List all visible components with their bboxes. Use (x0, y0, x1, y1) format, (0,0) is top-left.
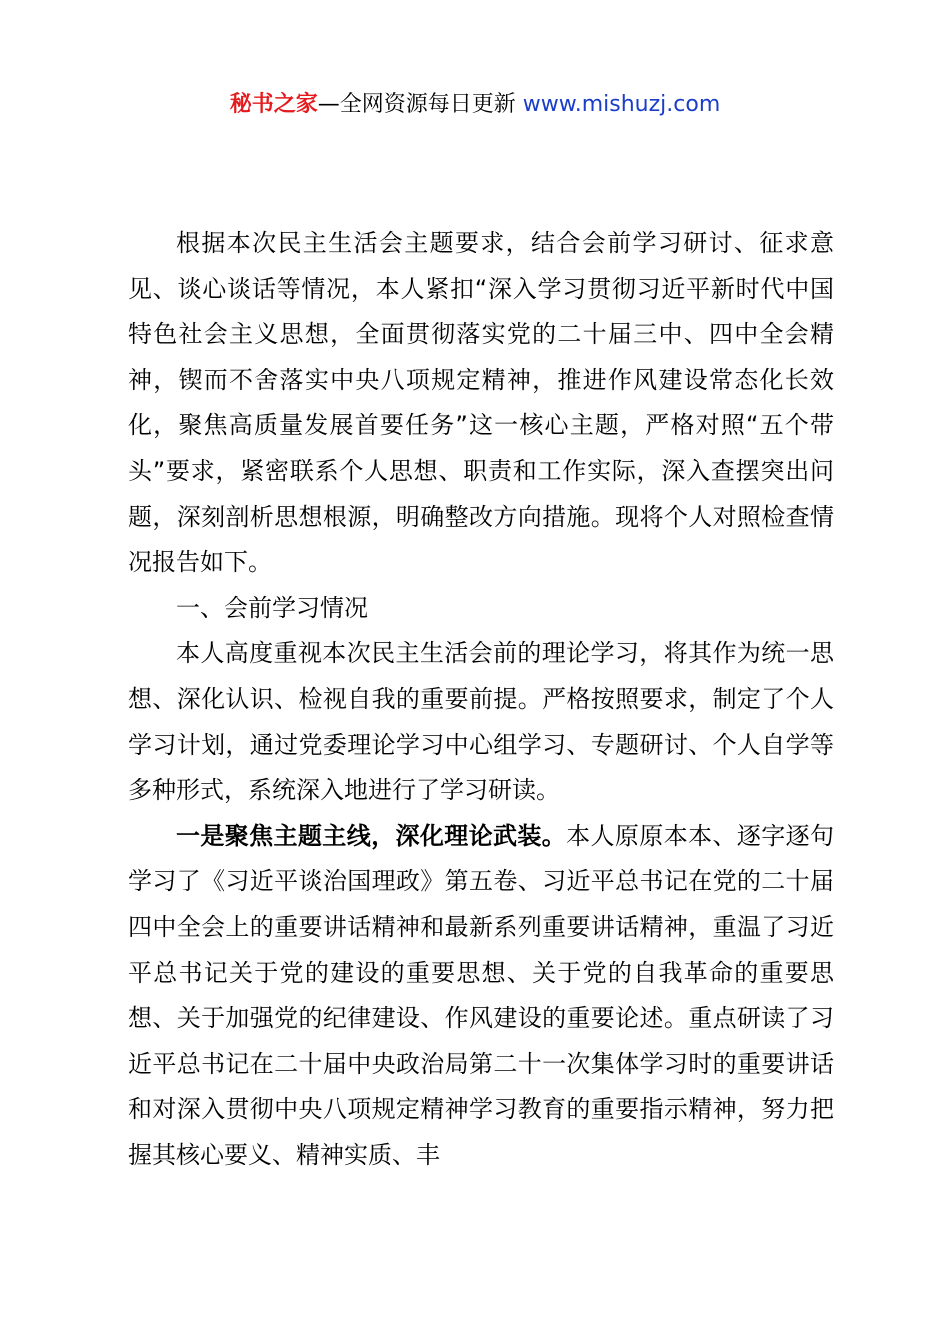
point-one-paragraph (128, 814, 834, 1179)
section-heading-study: 一、会前学习情况 (176, 593, 368, 622)
document-body (128, 221, 834, 1178)
site-header (0, 88, 950, 122)
point-one-lead: 一是聚焦主题主线，深化理论武装。 (176, 821, 567, 850)
study-paragraph: 本人高度重视本次民主生活会前的理论学习，将其作为统一思想、深化认识、检视自我的重要前提。严格按照要求，制定了个人学习计划，通过党委理论学习中心组学习、专题研讨、个人自学等多种形式，系统深入地进行了学习研读。 (128, 639, 834, 805)
site-brand: 秘书之家 (229, 92, 318, 117)
site-url-link[interactable]: www.mishuzj.com (522, 92, 721, 117)
point-one-text: 本人原原本本、逐字逐句学习了《习近平谈治国理政》第五卷、习近平总书记在党的二十届四中全会上的重要讲话精神和最新系列重要讲话精神，重温了习近平总书记关于党的建设的重要思想、关于党的自我革命的重要思想、关于加强党的纪律建设、作风建设的重要论述。重点研读了习近平总书记在二十届中央政治局第二十一次集体学习时的重要讲话和对深入贯彻中央八项规定精神学习教育的重要指示精神，努力把握其核心要义、精神实质、丰 (128, 821, 835, 1169)
intro-paragraph: 根据本次民主生活会主题要求，结合会前学习研讨、征求意见、谈心谈话等情况，本人紧扣“深入学习贯彻习近平新时代中国特色社会主义思想，全面贯彻落实党的二十届三中、四中全会精神，锲而不舍落实中央八项规定精神，推进作风建设常态化长效化，聚焦高质量发展首要任务”这一核心主题，严格对照“五个带头”要求，紧密联系个人思想、职责和工作实际，深入查摆突出问题，深刻剖析思想根源，明确整改方向措施。现将个人对照检查情况报告如下。 (128, 229, 834, 577)
site-tagline: —全网资源每日更新 (317, 92, 523, 117)
